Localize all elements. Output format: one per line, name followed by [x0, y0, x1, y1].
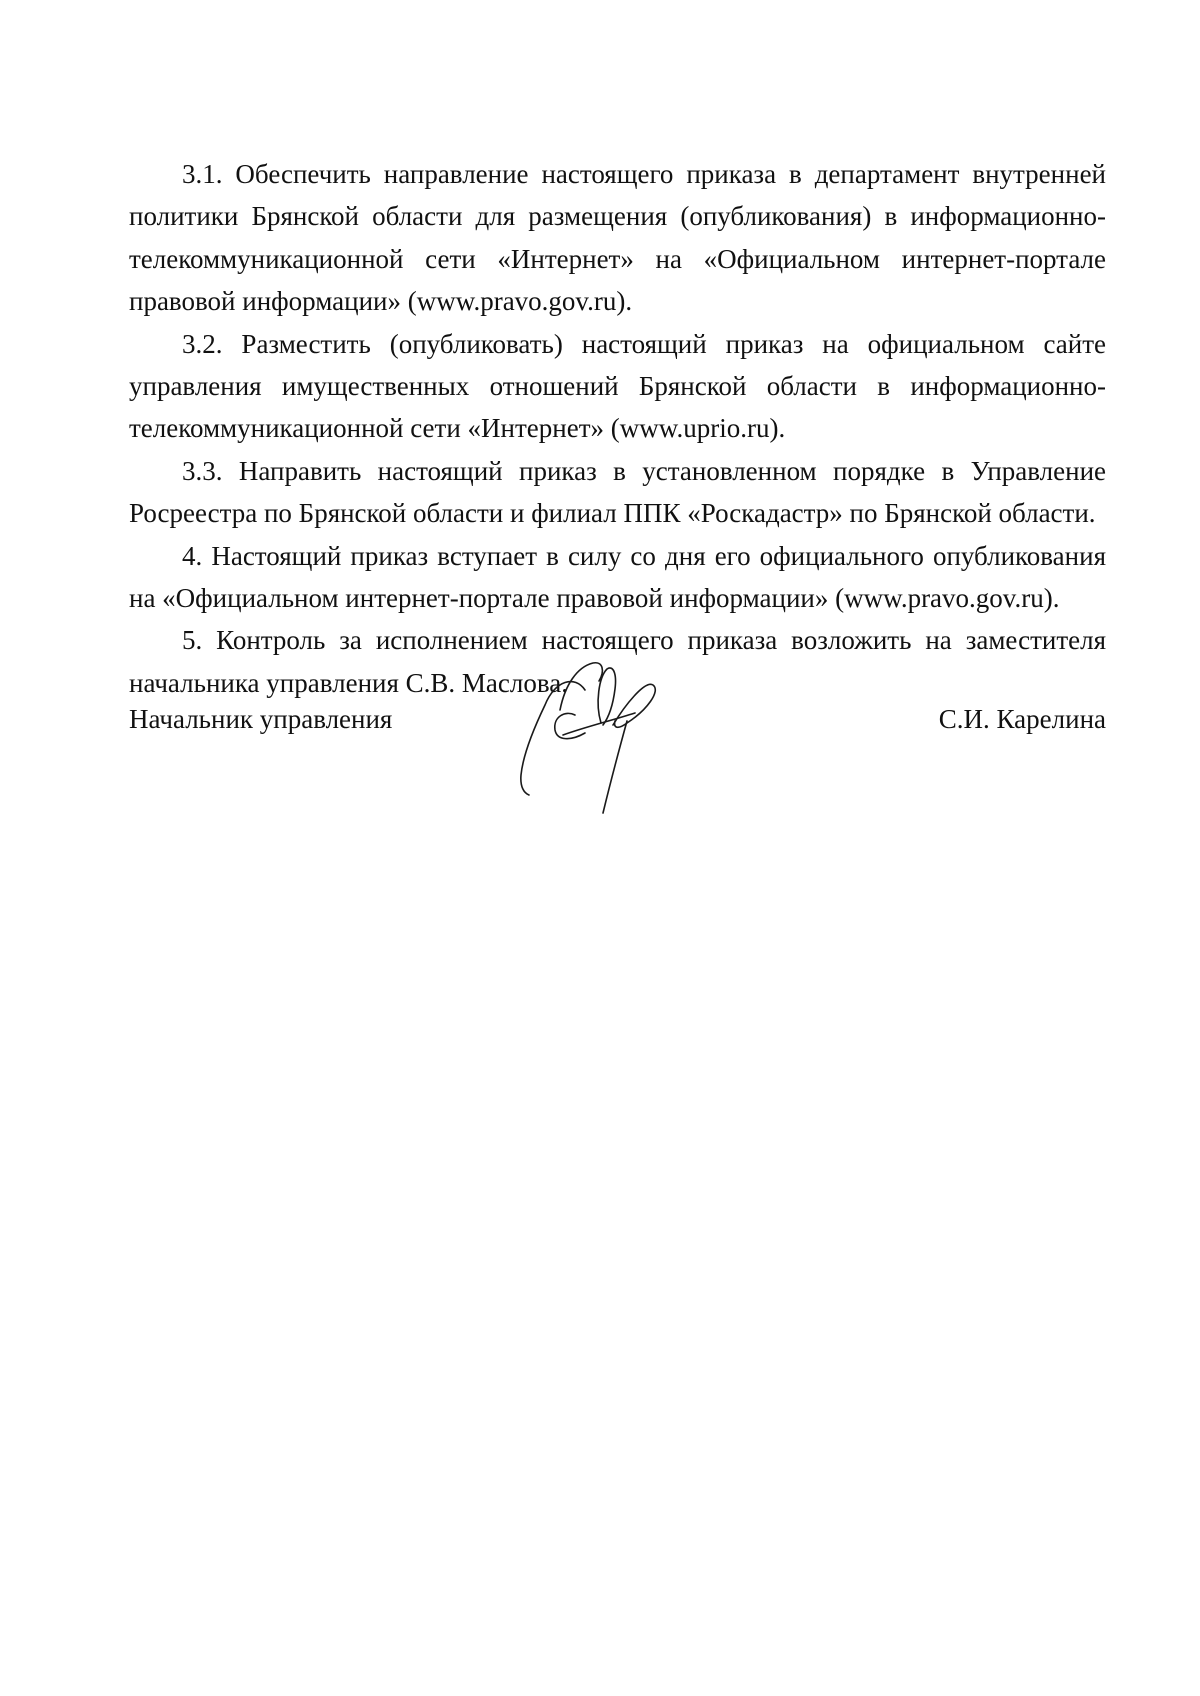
paragraph-3-2: 3.2. Разместить (опубликовать) настоящий приказ на официальном сайте управления имущественных отношений Брянской области в информационно-телекоммуникационной сети «Интернет» (www.uprio.ru).: [129, 328, 1106, 444]
signatory-name: С.И. Карелина: [938, 704, 1106, 734]
handwritten-signature: [515, 655, 715, 820]
paragraph-3-1: 3.1. Обеспечить направление настоящего приказа в департамент внутренней политики Брянской области для размещения (опубликования) в информационно-телекоммуникационной сети «Интернет» на «Официальном интернет-портале правовой информации» (www.pravo.gov.ru).: [129, 159, 1106, 317]
paragraph-5: 5. Контроль за исполнением настоящего приказа возложить на заместителя начальника управления С.В. Маслова.: [129, 625, 1106, 698]
document-body: [129, 153, 1106, 704]
paragraph-4: 4. Настоящий приказ вступает в силу со дня его официального опубликования на «Официальном интернет-портале правовой информации» (www.pravo.gov.ru).: [129, 540, 1106, 614]
paragraph-3-3: 3.3. Направить настоящий приказ в установленном порядке в Управление Росреестра по Брянской области и филиал ППК «Роскадастр» по Брянской области.: [129, 455, 1106, 529]
signatory-position: Начальник управления: [129, 704, 393, 734]
